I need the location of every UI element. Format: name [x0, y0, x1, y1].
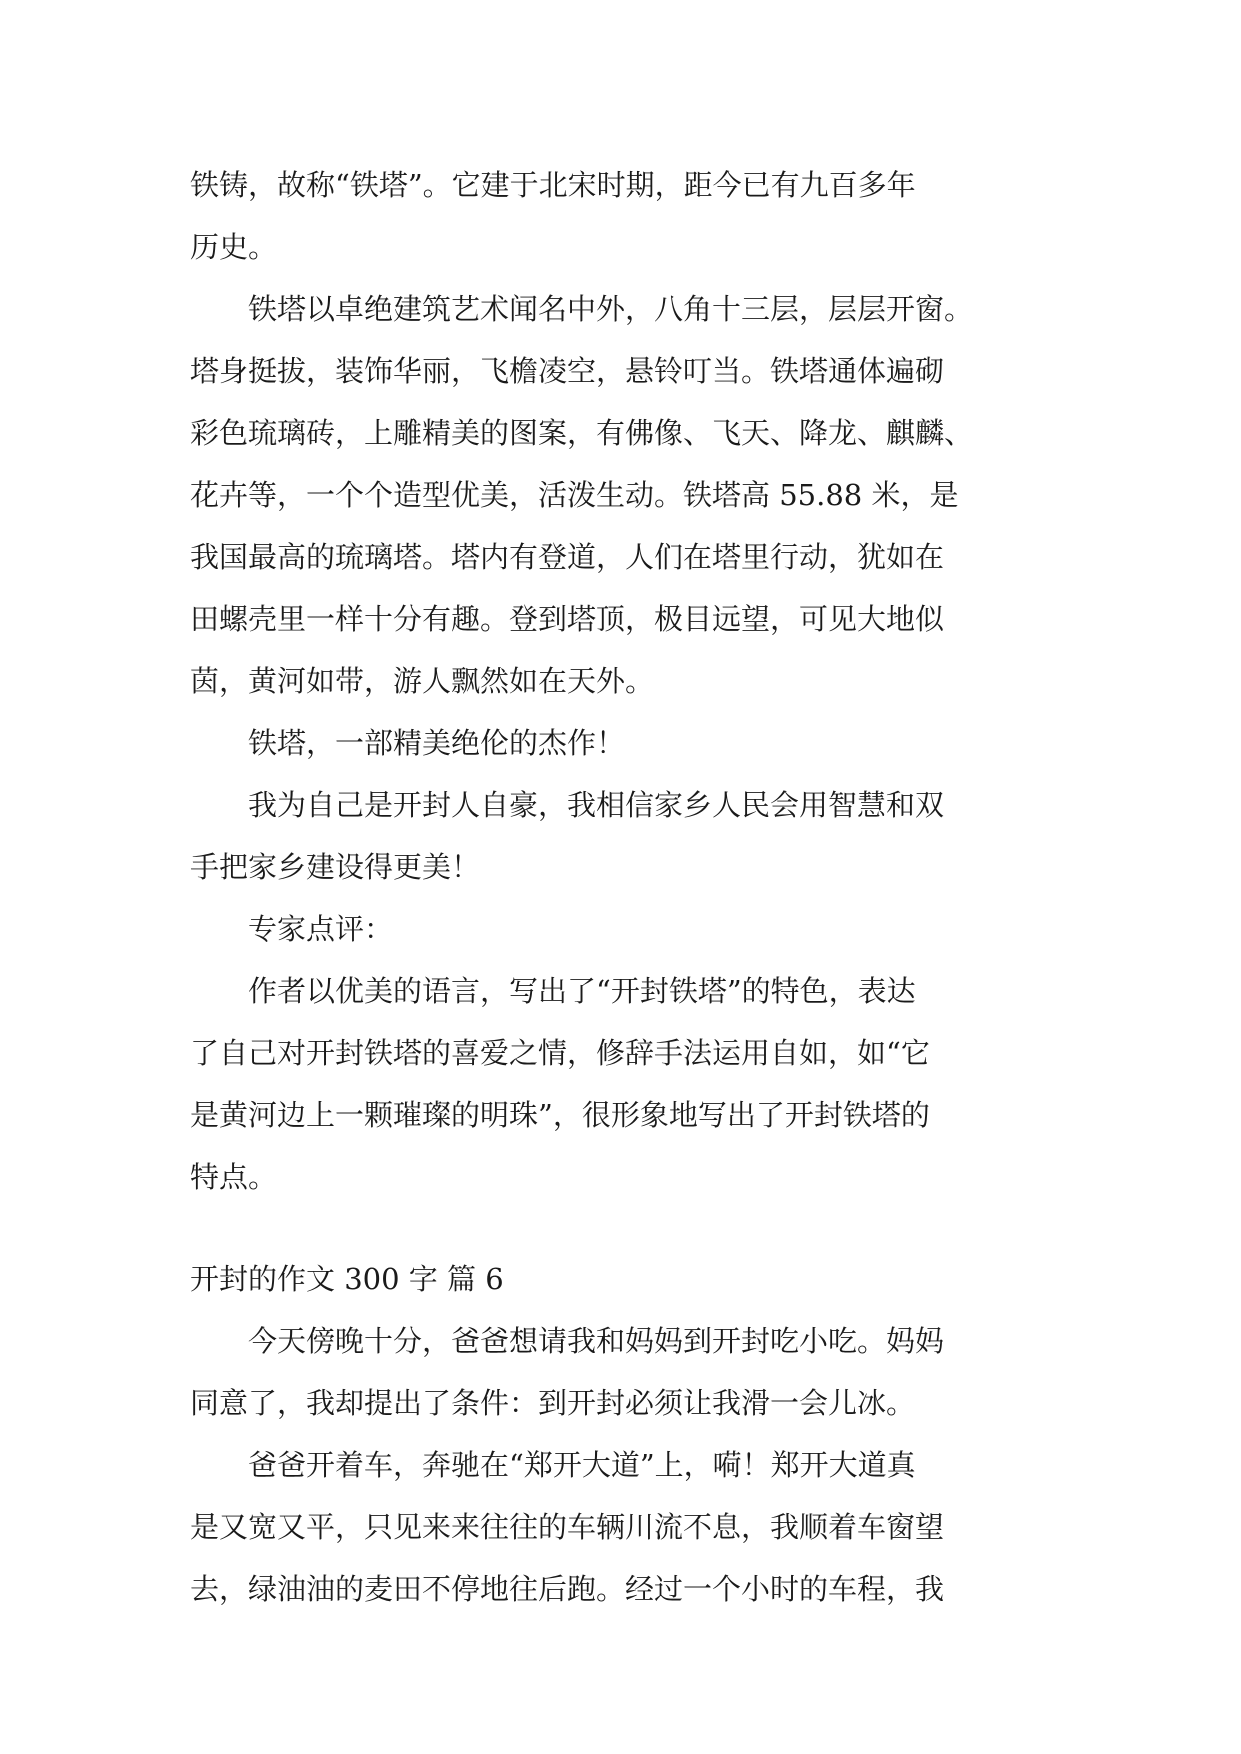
text-line: 作者以优美的语言，写出了“开封铁塔”的特色，表达 [190, 974, 916, 1008]
text-line: 花卉等，一个个造型优美，活泼生动。铁塔高 55.88 米，是 [190, 478, 959, 512]
text-line: 手把家乡建设得更美！ [190, 850, 481, 884]
text-line: 是又宽又平，只见来来往往的车辆川流不息，我顺着车窗望 [190, 1510, 945, 1544]
text-line: 铁塔，一部精美绝伦的杰作！ [190, 726, 626, 760]
text-line: 同意了，我却提出了条件：到开封必须让我滑一会儿冰。 [190, 1386, 916, 1420]
text-line: 今天傍晚十分，爸爸想请我和妈妈到开封吃小吃。妈妈 [190, 1324, 945, 1358]
text-line: 茵，黄河如带，游人飘然如在天外。 [190, 664, 655, 698]
text-line: 历史。 [190, 230, 278, 264]
text-line: 去，绿油油的麦田不停地往后跑。经过一个小时的车程，我 [190, 1572, 945, 1606]
text-line: 彩色琉璃砖，上雕精美的图案，有佛像、飞天、降龙、麒麟、 [190, 416, 974, 450]
text-line: 铁塔以卓绝建筑艺术闻名中外，八角十三层，层层开窗。 [190, 292, 974, 326]
text-line: 特点。 [190, 1160, 278, 1194]
text-line: 铁铸，故称“铁塔”。它建于北宋时期，距今已有九百多年 [190, 168, 916, 202]
text-line: 塔身挺拔，装饰华丽，飞檐凌空，悬铃叮当。铁塔通体遍砌 [190, 354, 945, 388]
text-line: 我国最高的琉璃塔。塔内有登道，人们在塔里行动，犹如在 [190, 540, 945, 574]
section-heading: 开封的作文 300 字 篇 6 [190, 1262, 504, 1296]
text-line: 田螺壳里一样十分有趣。登到塔顶，极目远望，可见大地似 [190, 602, 945, 636]
text-line: 是黄河边上一颗璀璨的明珠”，很形象地写出了开封铁塔的 [190, 1098, 930, 1132]
text-line: 我为自己是开封人自豪，我相信家乡人民会用智慧和双 [190, 788, 945, 822]
text-line: 专家点评： [190, 912, 394, 946]
text-line: 了自己对开封铁塔的喜爱之情，修辞手法运用自如，如“它 [190, 1036, 930, 1070]
text-line: 爸爸开着车，奔驰在“郑开大道”上，嗬！郑开大道真 [190, 1448, 916, 1482]
